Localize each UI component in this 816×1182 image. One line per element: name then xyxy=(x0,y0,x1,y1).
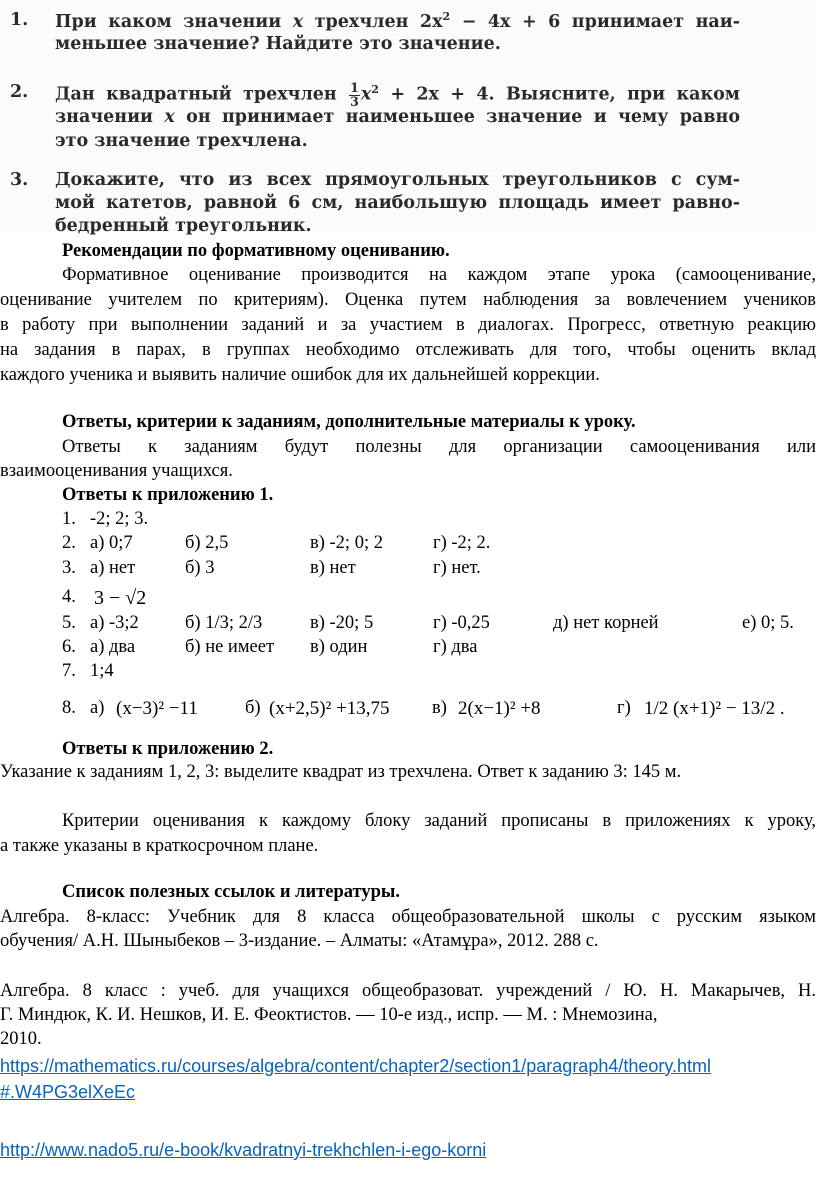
paragraph-line: взаимооценивания учащихся. xyxy=(0,461,233,481)
reference-line: Алгебра. 8-класс: Учебник для 8 класса общеобразовательной школы с русским языком xyxy=(0,907,816,927)
reference-line: Алгебра. 8 класс : учеб. для учащихся общеобразоват. учреждений / Ю. Н. Макарычев, Н. xyxy=(0,981,816,1001)
task-line: При каком значении x трехчлен $2x^2 - 4x + 6$ принимает наи- xyxy=(55,10,740,32)
reference-line: обучения/ А.Н. Шыныбеков – 3-издание. – Алматы: «Атамұра», 2012. 288 с. xyxy=(0,931,599,951)
paragraph-line: в работу при выполнении заданий и за участием в диалогах. Прогресс, ответную реакцию xyxy=(0,315,816,335)
reference-link-2[interactable]: http://www.nado5.ru/e-book/kvadratnyi-trekhchlen-i-ego-korni xyxy=(0,1140,487,1160)
paragraph-line: а также указаны в краткосрочном плане. xyxy=(0,836,319,856)
section-heading: Ответы, критерии к заданиям, дополнительные материалы к уроку. xyxy=(62,412,636,432)
reference-line: Г. Миндюк, К. И. Нешков, И. Е. Феоктистов. — 10-е изд., испр. — М. : Мнемозина, xyxy=(0,1005,658,1025)
paragraph-line: Критерии оценивания к каждому блоку заданий прописаны в приложениях к уроку, xyxy=(62,811,816,831)
paragraph-line: Формативное оценивание производится на каждом этапе урока (самооценивание, xyxy=(62,265,816,285)
task-line: бедренный треугольник. xyxy=(55,216,312,236)
textbook-scan xyxy=(0,0,816,236)
formula: (x−3)² −11 xyxy=(116,698,198,719)
paragraph-line: на задания в парах, в группах необходимо отслеживать для того, чтобы оценить вклад xyxy=(0,340,816,360)
task-number: 1. xyxy=(10,10,29,30)
paragraph-line: каждого ученика и выявить наличие ошибок для их дальнейшей коррекции. xyxy=(0,365,600,385)
formula: (x+2,5)² +13,75 xyxy=(269,698,390,719)
reference-link-1-cont[interactable]: #.W4PG3elXeEc xyxy=(0,1082,136,1102)
task-line: мой катетов, равной 6 см, наибольшую площадь имеет равно- xyxy=(55,193,740,213)
task-number: 3. xyxy=(10,170,29,190)
paragraph-line: оценивание учителем по критериям). Оценка путем наблюдения за вовлечением учеников xyxy=(0,290,816,310)
fraction: $\frac{1}{3}$ xyxy=(350,80,359,109)
task-line: это значение трехчлена. xyxy=(55,131,308,151)
section-heading: Рекомендации по формативному оцениванию. xyxy=(62,241,450,261)
section-heading: Список полезных ссылок и литературы. xyxy=(62,882,401,902)
reference-link-1[interactable]: https://mathematics.ru/courses/algebra/content/chapter2/section1/paragraph4/theory.html xyxy=(0,1056,712,1076)
subheading: Ответы к приложению 1. xyxy=(62,485,274,505)
formula: 1/2 (x+1)² − 13/2 . xyxy=(644,698,785,719)
formula: 2(x−1)² +8 xyxy=(458,698,541,719)
task-number: 2. xyxy=(10,82,29,102)
reference-line: 2010. xyxy=(0,1029,42,1049)
task-line: меньшее значение? Найдите это значение. xyxy=(55,34,501,54)
task-line: Докажите, что из всех прямоугольных треугольников с сум- xyxy=(55,170,740,190)
subheading: Ответы к приложению 2. xyxy=(62,739,274,759)
task-line: значении x он принимает наименьшее значение и чему равно xyxy=(55,107,740,127)
paragraph-line: Ответы к заданиям будут полезны для организации самооценивания или xyxy=(62,437,816,457)
task-line: Дан квадратный трехчлен $\frac{1}{3}$ $x^2 + 2x + 4$. Выясните, при каком xyxy=(55,80,740,109)
paragraph-line: Указание к заданиям 1, 2, 3: выделите квадрат из трехчлена. Ответ к заданию 3: 145 м. xyxy=(0,762,682,782)
